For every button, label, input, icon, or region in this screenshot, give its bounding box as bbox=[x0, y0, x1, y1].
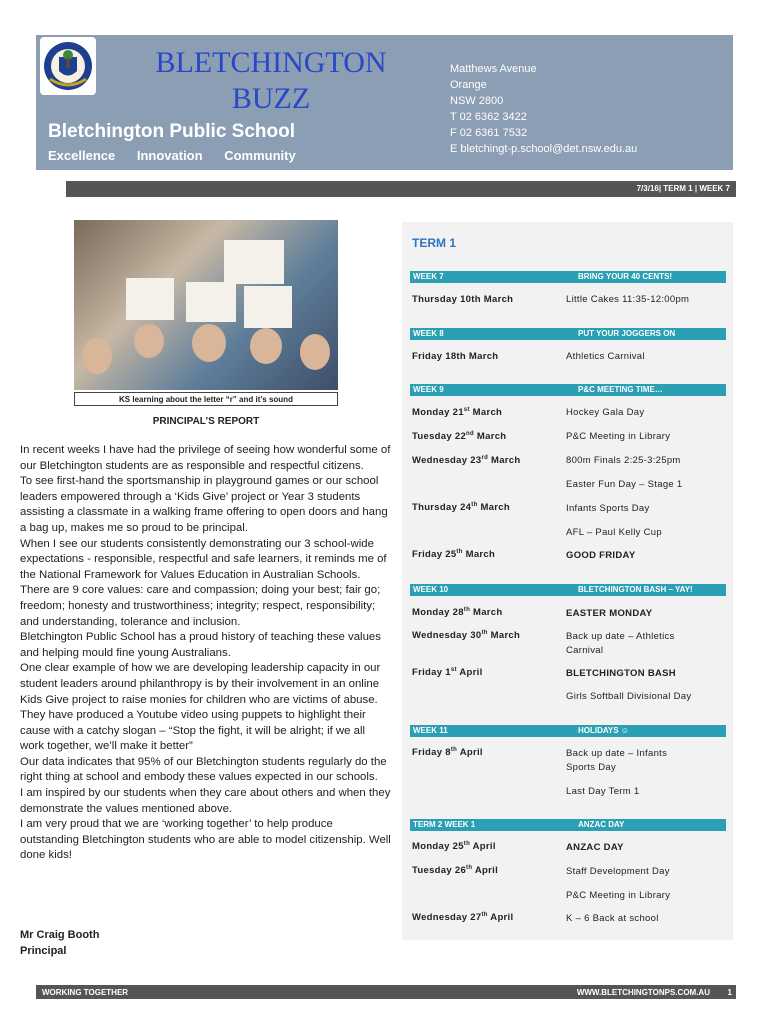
event-day-text: Thursday 24 bbox=[412, 502, 472, 514]
page-number: 1 bbox=[727, 988, 732, 997]
event-day bbox=[412, 630, 520, 641]
event-day bbox=[412, 607, 502, 618]
value-community: Community bbox=[224, 148, 296, 163]
event-day bbox=[412, 865, 498, 876]
event-day bbox=[412, 455, 520, 466]
title-line-1: BLETCHINGTON bbox=[155, 46, 387, 79]
event-day-text: Monday 25 bbox=[412, 841, 464, 853]
event-text: GOOD FRIDAY bbox=[566, 550, 636, 561]
event-day-text: Wednesday 30 bbox=[412, 630, 482, 642]
event-day-month: March bbox=[462, 549, 496, 561]
report-title: PRINCIPAL’S REPORT bbox=[152, 416, 260, 427]
event-text: Girls Softball Divisional Day bbox=[566, 691, 692, 702]
event-day-suffix: st bbox=[450, 667, 457, 673]
event-day bbox=[412, 407, 502, 418]
week-note: ANZAC DAY bbox=[578, 820, 625, 829]
event-day-text: Wednesday 23 bbox=[412, 455, 482, 467]
event-day-text: Monday 21 bbox=[412, 407, 464, 419]
week-label: WEEK 7 bbox=[413, 272, 444, 281]
event-day-suffix: st bbox=[463, 407, 470, 413]
event-day: Friday 18th March bbox=[412, 351, 499, 362]
week-header bbox=[410, 384, 726, 396]
event-day bbox=[412, 431, 506, 442]
school-name: Bletchington Public School bbox=[48, 121, 295, 142]
event-day-suffix: th bbox=[450, 747, 458, 753]
week-label: WEEK 11 bbox=[413, 726, 448, 735]
event-text: Staff Development Day bbox=[566, 866, 670, 877]
week-header bbox=[410, 819, 726, 831]
event-text: Back up date – Infants Sports Day bbox=[566, 748, 668, 773]
event-text: AFL – Paul Kelly Cup bbox=[566, 527, 662, 538]
photo-child bbox=[134, 324, 164, 358]
signature-name: Mr Craig Booth bbox=[20, 929, 100, 941]
event-day-suffix: rd bbox=[481, 455, 489, 461]
term-title: TERM 1 bbox=[412, 236, 457, 250]
event-text: 800m Finals 2:25-3:25pm bbox=[566, 455, 681, 466]
report-paragraph: Bletchington Public School has a proud history of teaching these values and helping mould fine young Australians. bbox=[20, 631, 381, 659]
report-paragraph: When I see our students consistently demonstrating our 3 school-wide expectations - responsible, respectful and safe learners, it reminds me of the National Framework for Values Education in Australian Schools. bbox=[20, 537, 387, 581]
event-day bbox=[412, 841, 496, 852]
report-paragraph: I am inspired by our students when they care about others and when they demonstrate the values mentioned above. bbox=[20, 787, 391, 815]
signature bbox=[20, 928, 99, 959]
footer-motto: WORKING TOGETHER bbox=[42, 988, 129, 997]
event-day-suffix: th bbox=[466, 865, 473, 871]
event-day-month: March bbox=[470, 607, 503, 619]
event-day bbox=[412, 747, 483, 758]
report-body bbox=[20, 443, 392, 864]
report-paragraph: To see first-hand the sportsmanship in playground games or our school leaders empowered through a ‘Kids Give’ project or Year 3 students assisting a classmate in a walking frame offering to open doors and hang a bag up, makes me so proud to be principal. bbox=[20, 475, 388, 534]
school-crest-logo bbox=[40, 37, 96, 95]
event-text: EASTER MONDAY bbox=[566, 608, 653, 619]
event-day-suffix: th bbox=[456, 549, 463, 555]
event-text: Hockey Gala Day bbox=[566, 407, 645, 418]
event-day-suffix: th bbox=[463, 841, 471, 847]
photo-child bbox=[250, 328, 282, 364]
event-day-month: April bbox=[456, 667, 483, 679]
photo-paper bbox=[126, 278, 174, 320]
event-day-month: April bbox=[470, 841, 496, 853]
event-text: P&C Meeting in Library bbox=[566, 431, 671, 442]
page-footer bbox=[36, 985, 736, 999]
event-day-suffix: th bbox=[481, 912, 488, 918]
value-innovation: Innovation bbox=[136, 148, 203, 163]
event-day bbox=[412, 502, 510, 513]
week-header bbox=[410, 328, 726, 340]
photo-paper bbox=[224, 240, 284, 284]
photo-caption: KS learning about the letter “r” and it’s sound bbox=[74, 392, 338, 406]
photo-paper bbox=[244, 286, 292, 328]
school-values bbox=[48, 148, 314, 163]
event-day bbox=[412, 912, 513, 923]
report-paragraph: One clear example of how we are developing leadership capacity in our student leaders around philanthropy is by their involvement in an online Kids Give project to raise monies for children who are victims of abuse. They have produced a Youtube video using puppets to highlight their cause with a catchy slogan – “Stop the fight, it will be alright; if we all work together, we’ll make it better” bbox=[20, 662, 381, 753]
event-day bbox=[412, 667, 483, 678]
event-day-suffix: nd bbox=[466, 431, 474, 437]
contact-details bbox=[450, 61, 637, 157]
event-day-month: March bbox=[488, 455, 521, 467]
footer-website-link[interactable]: WWW.BLETCHINGTONPS.COM.AU bbox=[576, 988, 710, 997]
report-paragraph: I am very proud that we are ‘working together’ to help produce outstanding Bletchington students who are able to model citizenship. Well done kids! bbox=[20, 818, 391, 862]
event-text: Easter Fun Day – Stage 1 bbox=[566, 479, 683, 490]
contact-phone: T 02 6362 3422 bbox=[450, 111, 527, 123]
photo-child bbox=[300, 334, 330, 370]
week-note: BRING YOUR 40 CENTS! bbox=[578, 272, 673, 281]
week-note: BLETCHINGTON BASH – YAY! bbox=[578, 585, 693, 594]
event-text: Athletics Carnival bbox=[566, 351, 645, 362]
event-day-month: March bbox=[473, 431, 507, 443]
photo-child bbox=[82, 338, 112, 374]
week-note: PUT YOUR JOGGERS ON bbox=[578, 329, 676, 338]
signature-role: Principal bbox=[20, 944, 67, 957]
week-label: WEEK 10 bbox=[413, 585, 449, 594]
event-day-month: April bbox=[487, 912, 514, 924]
week-header bbox=[410, 271, 726, 283]
event-day: Thursday 10th March bbox=[412, 294, 514, 305]
event-text: Last Day Term 1 bbox=[566, 786, 640, 797]
event-day-month: March bbox=[477, 502, 510, 514]
week-label: WEEK 8 bbox=[413, 329, 444, 338]
event-day-month: April bbox=[457, 747, 483, 759]
contact-town: Orange bbox=[450, 79, 487, 91]
classroom-photo bbox=[74, 220, 338, 390]
contact-fax: F 02 6361 7532 bbox=[450, 127, 528, 139]
event-text: P&C Meeting in Library bbox=[566, 890, 671, 901]
event-day-suffix: th bbox=[481, 630, 488, 636]
event-text: Infants Sports Day bbox=[566, 503, 650, 514]
week-header bbox=[410, 725, 726, 737]
contact-street: Matthews Avenue bbox=[450, 63, 537, 75]
event-text: BLETCHINGTON BASH bbox=[566, 668, 676, 679]
event-day-text: Friday 8 bbox=[412, 747, 451, 759]
event-day-suffix: th bbox=[463, 607, 471, 613]
event-text: K – 6 Back at school bbox=[566, 913, 659, 924]
week-note: HOLIDAYS ☺ bbox=[578, 726, 629, 735]
event-day-text: Tuesday 22 bbox=[412, 431, 467, 443]
report-paragraph: Our data indicates that 95% of our Bletchington students regularly do the right thing at school and embody these values expected in our schools. bbox=[20, 755, 387, 784]
week-note: P&C MEETING TIME… bbox=[578, 385, 663, 394]
contact-email[interactable]: E bletchingt-p.school@det.nsw.edu.au bbox=[450, 143, 638, 155]
event-day-text: Friday 1 bbox=[412, 667, 451, 679]
newsletter-title bbox=[136, 45, 406, 117]
week-label: TERM 2 WEEK 1 bbox=[413, 820, 476, 829]
title-line-2: BUZZ bbox=[231, 82, 311, 115]
event-day-month: April bbox=[472, 865, 499, 877]
masthead bbox=[36, 35, 733, 170]
report-paragraph: In recent weeks I have had the privilege of seeing how wonderful some of our Bletchington students are as responsible and respectful citizens. bbox=[20, 444, 391, 472]
event-day bbox=[412, 549, 495, 560]
week-label: WEEK 9 bbox=[413, 385, 444, 394]
event-day-month: March bbox=[487, 630, 521, 642]
value-excellence: Excellence bbox=[48, 148, 116, 163]
event-text: Back up date – Athletics Carnival bbox=[566, 631, 675, 656]
event-day-text: Tuesday 26 bbox=[412, 865, 467, 877]
event-day-text: Wednesday 27 bbox=[412, 912, 482, 924]
photo-paper bbox=[186, 282, 236, 322]
contact-state: NSW 2800 bbox=[450, 95, 504, 107]
event-day-suffix: th bbox=[471, 502, 478, 508]
report-paragraph: There are 9 core values: care and compassion; doing your best; fair go; freedom; honesty and trustworthiness; integrity; respect, responsibility; and understanding, tolerance and inclusion. bbox=[20, 584, 381, 628]
photo-child bbox=[192, 324, 226, 362]
event-day-text: Friday 25 bbox=[412, 549, 457, 561]
event-text: Little Cakes 11:35-12:00pm bbox=[566, 294, 690, 305]
week-header bbox=[410, 584, 726, 596]
event-text: ANZAC DAY bbox=[566, 842, 624, 853]
event-day-text: Monday 28 bbox=[412, 607, 464, 619]
event-day-month: March bbox=[469, 407, 503, 419]
issue-date-bar: 7/3/16| TERM 1 | WEEK 7 bbox=[66, 181, 736, 197]
